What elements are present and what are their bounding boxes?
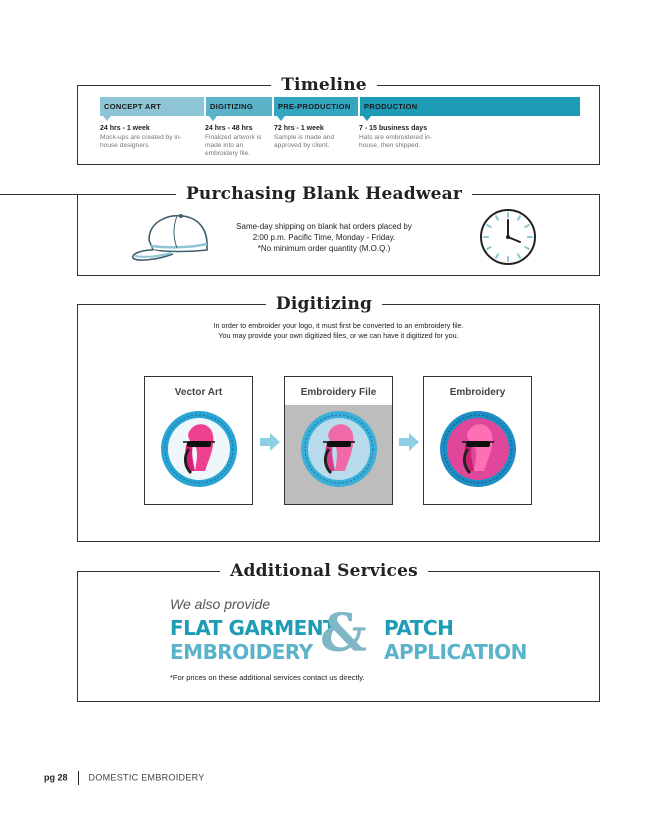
timeline-bar [100, 97, 580, 116]
page-number: pg 28 [44, 772, 68, 783]
phase-digitizing-detail: 24 hrs - 48 hrs Finalized artwork is made into an embroidery file. [205, 125, 262, 157]
card-embroidery-label: Embroidery [449, 387, 506, 398]
digitizing-intro: In order to embroider your logo, it must first be converted to an embroidery file. You may provide your own digitized files, or we can have it digitized for you. [213, 321, 464, 340]
card-embroidery-file-label: Embroidery File [300, 387, 377, 398]
flamingo-patch-embroidered [438, 409, 518, 489]
card-embroidery-file [284, 376, 393, 505]
footer-section-title: DOMESTIC EMBROIDERY [88, 772, 205, 783]
phase-production: PRODUCTION [360, 97, 580, 116]
page-footer [44, 771, 205, 785]
card-vector-art-label: Vector Art [174, 387, 223, 398]
card-vector-art [144, 376, 253, 505]
ampersand: & [320, 603, 367, 664]
phase-pre-production: PRE-PRODUCTION [274, 97, 358, 116]
purchasing-title: Purchasing Blank Headwear [0, 184, 648, 204]
phase-digitizing: DIGITIZING [206, 97, 272, 116]
flamingo-patch-vector [159, 409, 239, 489]
patch-application: PATCH APPLICATION [384, 616, 527, 664]
timeline-title: Timeline [0, 75, 648, 95]
arrow-right-icon [260, 433, 280, 451]
we-also-provide: We also provide [170, 596, 271, 612]
footer-divider [78, 771, 79, 785]
flamingo-patch-digitized [299, 409, 379, 489]
digitizing-title: Digitizing [0, 294, 648, 314]
flat-garment-embroidery: FLAT GARMENT EMBROIDERY [170, 616, 337, 664]
card-embroidery [423, 376, 532, 505]
cap-icon [127, 210, 213, 262]
arrow-right-icon [399, 433, 419, 451]
additional-footnote: *For prices on these additional services contact us directly. [170, 673, 365, 682]
additional-title: Additional Services [0, 561, 648, 581]
phase-pre-production-detail: 72 hrs - 1 week Sample is made and approved by client. [274, 125, 335, 149]
purchasing-text: Same-day shipping on blank hat orders placed by 2:00 p.m. Pacific Time, Monday - Friday. *No minimum order quantity (M.O.Q.) [236, 222, 412, 253]
phase-production-detail: 7 - 15 business days Hats are embroidered in-house, then shipped. [359, 125, 432, 149]
phase-concept-art: CONCEPT ART [100, 97, 204, 116]
phase-concept-art-detail: 24 hrs - 1 week Mock-ups are created by in-house designers. [100, 125, 182, 149]
clock-icon [478, 207, 538, 267]
